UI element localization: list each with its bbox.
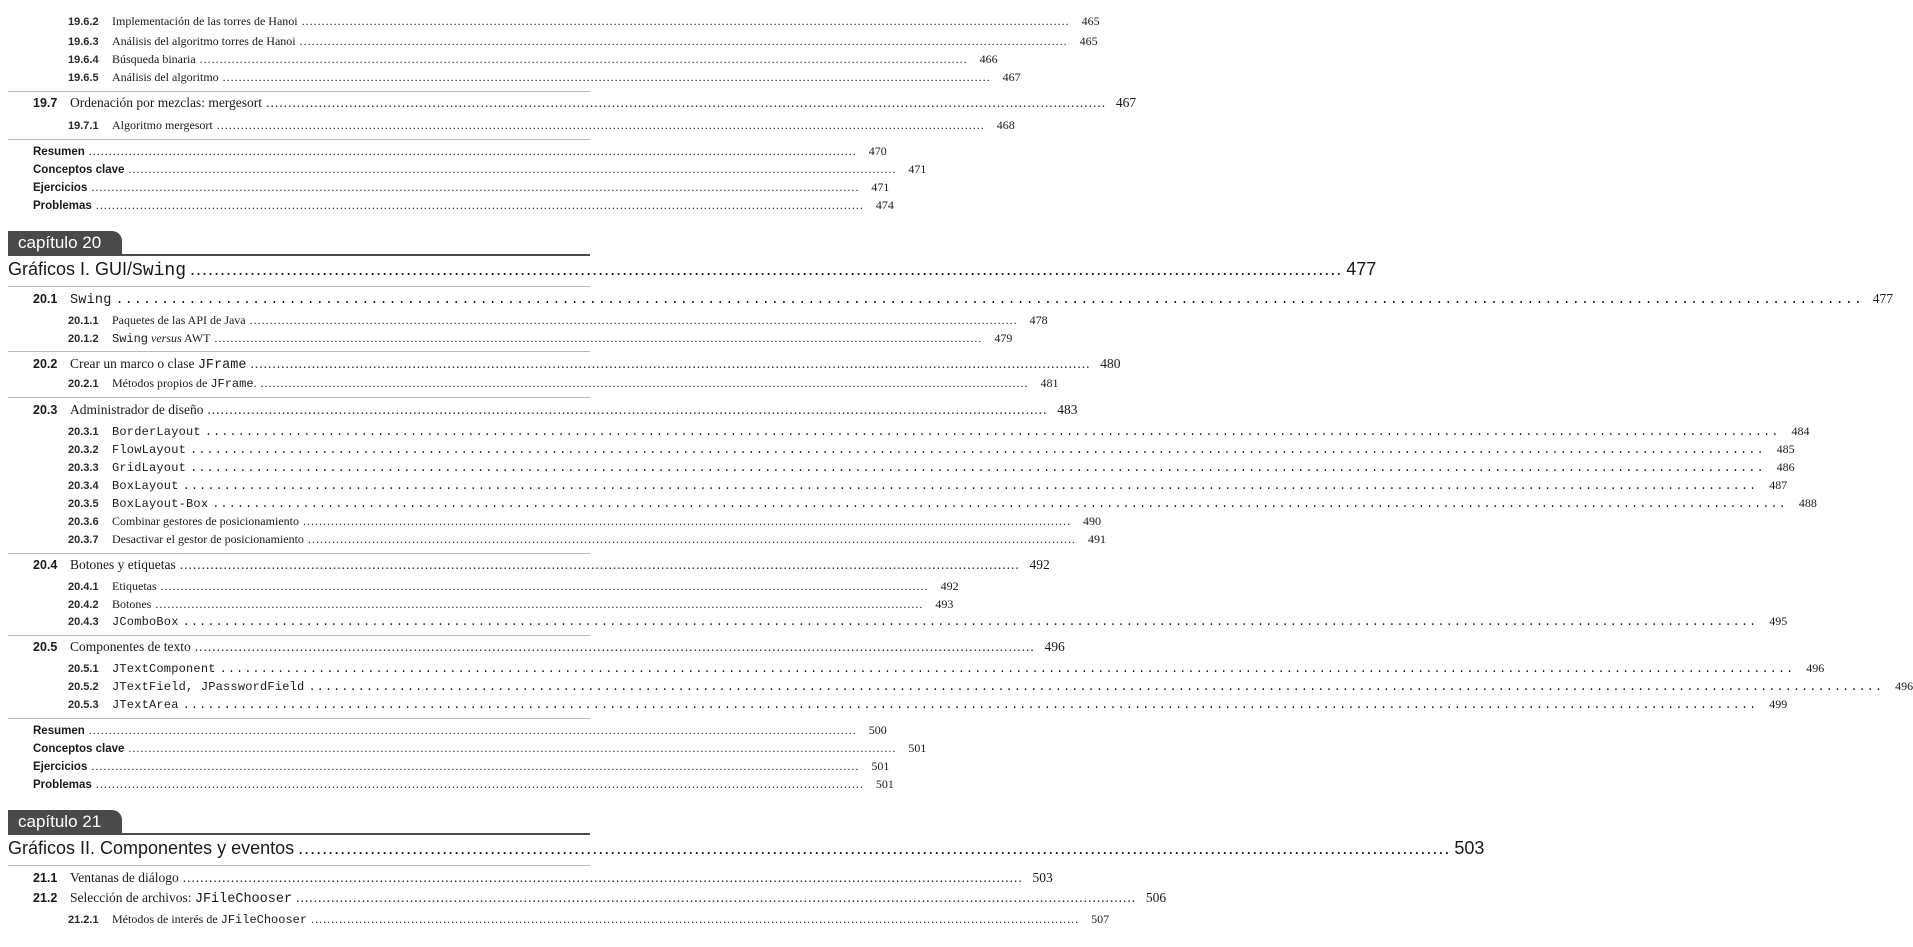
toc-ejercicios-19[interactable] [33,180,890,195]
leader-dots [300,34,1068,49]
entry-title: Swing versus AWT [112,331,211,346]
entry-title: Problemas [33,779,92,791]
entry-title: Desactivar el gestor de posicionamiento [112,532,304,546]
leader-dots [89,723,857,738]
entry-title: Paquetes de las API de Java [112,313,246,327]
entry-title: BoxLayout-Box [112,497,209,511]
section-number: 20.3 [33,403,58,417]
section-divider [8,865,590,866]
entry-page: 500 [868,723,887,737]
toc-ejercicios-20[interactable] [33,759,890,774]
entry-page: 474 [875,198,894,212]
leader-dots [89,144,857,159]
leader-dots [91,759,859,774]
leader-dots [214,331,982,346]
entry-number: 19.6.5 [68,72,99,84]
section-number: 21.2 [33,891,58,905]
entry-title: JTextField, JPasswordField [112,680,305,694]
entry-title: Resumen [33,725,85,737]
section-title: Botones y etiquetas [70,557,176,572]
leader-dots [266,95,1106,111]
entry-number: 20.4.1 [68,581,99,593]
toc-conceptos-20[interactable] [33,741,927,756]
leader-dots [298,838,1450,859]
entry-number: 20.3.2 [68,444,99,456]
entry-page: 470 [868,144,887,158]
leader-dots [183,479,1758,493]
toc-resumen-19[interactable] [33,144,887,159]
entry-page: 471 [871,180,890,194]
toc-resumen-20[interactable] [33,723,887,738]
entry-page: 496 [1895,679,1913,693]
section-page: 483 [1057,402,1078,417]
entry-title: Ejercicios [33,182,88,194]
leader-dots [183,615,1758,629]
entry-number: 19.6.4 [68,54,99,66]
entry-number: 20.5.2 [68,681,99,693]
toc-entry-19-7-1[interactable] [68,118,1015,133]
leader-dots [91,180,859,195]
toc-entry-19-6-2[interactable] [68,14,1100,29]
section-title: Administrador de diseño [70,402,204,417]
entry-page: 490 [1082,514,1101,528]
leader-dots [311,912,1079,927]
section-divider [8,139,590,140]
leader-dots [183,870,1023,886]
entry-title: Combinar gestores de posicionamiento [112,514,299,528]
entry-page: 501 [871,759,890,773]
leader-dots [212,497,1787,511]
leader-dots [190,443,1765,457]
entry-title: Conceptos clave [33,743,125,755]
section-page: 477 [1872,291,1893,306]
section-page: 492 [1029,557,1050,572]
toc-entry-20-3-5[interactable] [68,496,1817,511]
leader-dots [180,557,1020,573]
entry-title: Etiquetas [112,579,157,593]
leader-dots [200,52,968,67]
entry-page: 471 [908,162,927,176]
toc-entry-20-5-1[interactable] [68,661,1825,676]
leader-dots [220,662,1795,676]
entry-title: Análisis del algoritmo torres de Hanoi [112,34,296,48]
entry-title: Problemas [33,200,92,212]
toc-entry-20-3-7[interactable] [68,532,1106,547]
entry-title: BoxLayout [112,479,179,493]
entry-page: 495 [1769,614,1788,628]
entry-number: 19.6.2 [68,16,99,28]
leader-dots [223,70,991,85]
toc-entry-20-3-1[interactable] [68,424,1810,439]
toc-section-20-5[interactable] [33,639,1065,655]
toc-entry-20-3-2[interactable] [68,442,1795,457]
chapter-title: Gráficos I. GUI/Swing [8,259,187,281]
entry-number: 20.3.6 [68,516,99,528]
entry-title: FlowLayout [112,443,187,457]
leader-dots [96,198,864,213]
entry-page: 493 [935,597,954,611]
leader-dots [296,890,1136,906]
entry-title: Resumen [33,146,85,158]
entry-title: Métodos propios de JFrame. [112,376,257,391]
leader-dots [190,461,1765,475]
leader-dots [195,639,1035,655]
entry-title: Métodos de interés de JFileChooser [112,912,308,927]
entry-page: 487 [1769,478,1788,492]
section-title: Selección de archivos: JFileChooser [70,890,293,907]
entry-page: 468 [996,118,1015,132]
toc-entry-19-6-4[interactable] [68,52,998,67]
leader-dots [207,402,1047,418]
entry-title: JTextArea [112,698,179,712]
leader-dots [155,597,923,612]
section-page: 503 [1032,870,1053,885]
toc-section-20-1[interactable] [33,291,1893,308]
entry-number: 20.2.1 [68,378,99,390]
leader-dots [205,425,1780,439]
toc-chapter-20[interactable] [8,259,1377,281]
leader-dots [183,698,1758,712]
toc-section-21-2[interactable] [33,890,1167,907]
toc-conceptos-19[interactable] [33,162,927,177]
entry-page: 499 [1769,697,1788,711]
toc-problemas-20[interactable] [33,777,894,792]
leader-dots [116,293,1863,308]
entry-page: 485 [1776,442,1795,456]
entry-number: 20.3.5 [68,498,99,510]
section-title: Componentes de texto [70,639,191,654]
section-divider [8,718,590,719]
chapter-21-tab: capítulo 21 [8,810,122,834]
leader-dots [302,14,1070,29]
chapter-title: Gráficos II. Componentes y eventos [8,838,295,858]
toc-entry-20-1-2[interactable] [68,331,1013,346]
toc-entry-20-3-3[interactable] [68,460,1795,475]
toc-chapter-21[interactable] [8,838,1485,859]
section-page: 480 [1100,356,1121,371]
entry-number: 20.1.1 [68,315,99,327]
entry-page: 479 [994,331,1013,345]
section-divider [8,397,590,398]
chapter-rule [8,833,590,835]
section-number: 20.1 [33,292,58,306]
entry-title: GridLayout [112,461,187,475]
toc-entry-20-3-6[interactable] [68,514,1101,529]
chapter-page: 503 [1454,838,1485,858]
section-number: 20.2 [33,357,58,371]
entry-page: 484 [1791,424,1810,438]
entry-page: 466 [979,52,998,66]
entry-title: Búsqueda binaria [112,52,196,66]
toc-entry-19-6-5[interactable] [68,70,1021,85]
entry-page: 501 [908,741,927,755]
entry-title: Ejercicios [33,761,88,773]
entry-page: 501 [875,777,894,791]
entry-number: 19.7.1 [68,120,99,132]
section-title: Crear un marco o clase JFrame [70,356,247,373]
toc-entry-20-4-3[interactable] [68,614,1788,629]
toc-entry-20-5-3[interactable] [68,697,1788,712]
toc-entry-21-2-1[interactable] [68,912,1110,927]
entry-page: 492 [940,579,959,593]
entry-number: 20.3.1 [68,426,99,438]
entry-number: 20.1.2 [68,333,99,345]
toc-section-21-1[interactable] [33,870,1053,886]
section-title: Swing [70,293,112,308]
entry-title: Implementación de las torres de Hanoi [112,14,298,28]
entry-number: 20.5.1 [68,663,99,675]
entry-page: 507 [1091,912,1110,926]
entry-number: 19.6.3 [68,36,99,48]
chapter-rule [8,254,590,256]
entry-title: Algoritmo mergesort [112,118,213,132]
section-title: Ordenación por mezclas: mergesort [70,95,263,110]
toc-entry-20-4-2[interactable] [68,597,954,612]
entry-page: 465 [1081,14,1100,28]
toc-section-20-2[interactable] [33,356,1121,373]
leader-dots [128,162,896,177]
toc-entry-20-5-2[interactable] [68,679,1913,694]
section-divider [8,635,590,636]
entry-page: 478 [1029,313,1048,327]
entry-page: 496 [1806,661,1825,675]
section-number: 20.4 [33,558,58,572]
entry-page: 488 [1798,496,1817,510]
entry-page: 481 [1040,376,1059,390]
leader-dots [308,532,1076,547]
leader-dots [128,741,896,756]
leader-dots [161,579,929,594]
toc-section-19-7[interactable] [33,95,1137,111]
section-number: 20.5 [33,640,58,654]
toc-entry-20-2-1[interactable] [68,376,1059,391]
section-page: 496 [1044,639,1065,654]
entry-title: JTextComponent [112,662,216,676]
entry-number: 21.2.1 [68,914,99,926]
toc-entry-20-3-4[interactable] [68,478,1788,493]
entry-number: 20.3.7 [68,534,99,546]
leader-dots [308,680,1883,694]
entry-number: 20.4.3 [68,616,99,628]
section-page: 467 [1115,95,1137,110]
entry-number: 20.4.2 [68,599,99,611]
leader-dots [250,313,1018,328]
section-divider [8,286,590,287]
section-divider [8,553,590,554]
toc-entry-20-4-1[interactable] [68,579,959,594]
section-divider [8,91,590,92]
entry-title: Análisis del algoritmo [112,70,219,84]
entry-number: 20.5.3 [68,699,99,711]
entry-number: 20.3.4 [68,480,99,492]
leader-dots [96,777,864,792]
entry-title: Botones [112,597,152,611]
entry-title: Conceptos clave [33,164,125,176]
chapter-page: 477 [1346,259,1377,279]
leader-dots [250,356,1090,372]
section-page: 506 [1145,890,1167,905]
toc-section-20-4[interactable] [33,557,1050,573]
entry-page: 467 [1002,70,1021,84]
entry-page: 486 [1776,460,1795,474]
chapter-20-tab: capítulo 20 [8,231,122,255]
toc-section-20-3[interactable] [33,402,1078,418]
section-title: Ventanas de diálogo [70,870,179,885]
entry-title: JComboBox [112,615,179,629]
entry-title: BorderLayout [112,425,201,439]
section-number: 21.1 [33,871,58,885]
leader-dots [217,118,985,133]
toc-entry-19-6-3[interactable] [68,34,1098,49]
leader-dots [190,259,1342,280]
entry-page: 491 [1087,532,1106,546]
leader-dots [303,514,1071,529]
entry-page: 465 [1079,34,1098,48]
toc-entry-20-1-1[interactable] [68,313,1048,328]
toc-problemas-19[interactable] [33,198,894,213]
entry-number: 20.3.3 [68,462,99,474]
leader-dots [261,376,1029,391]
section-number: 19.7 [33,96,58,110]
section-divider [8,351,590,352]
